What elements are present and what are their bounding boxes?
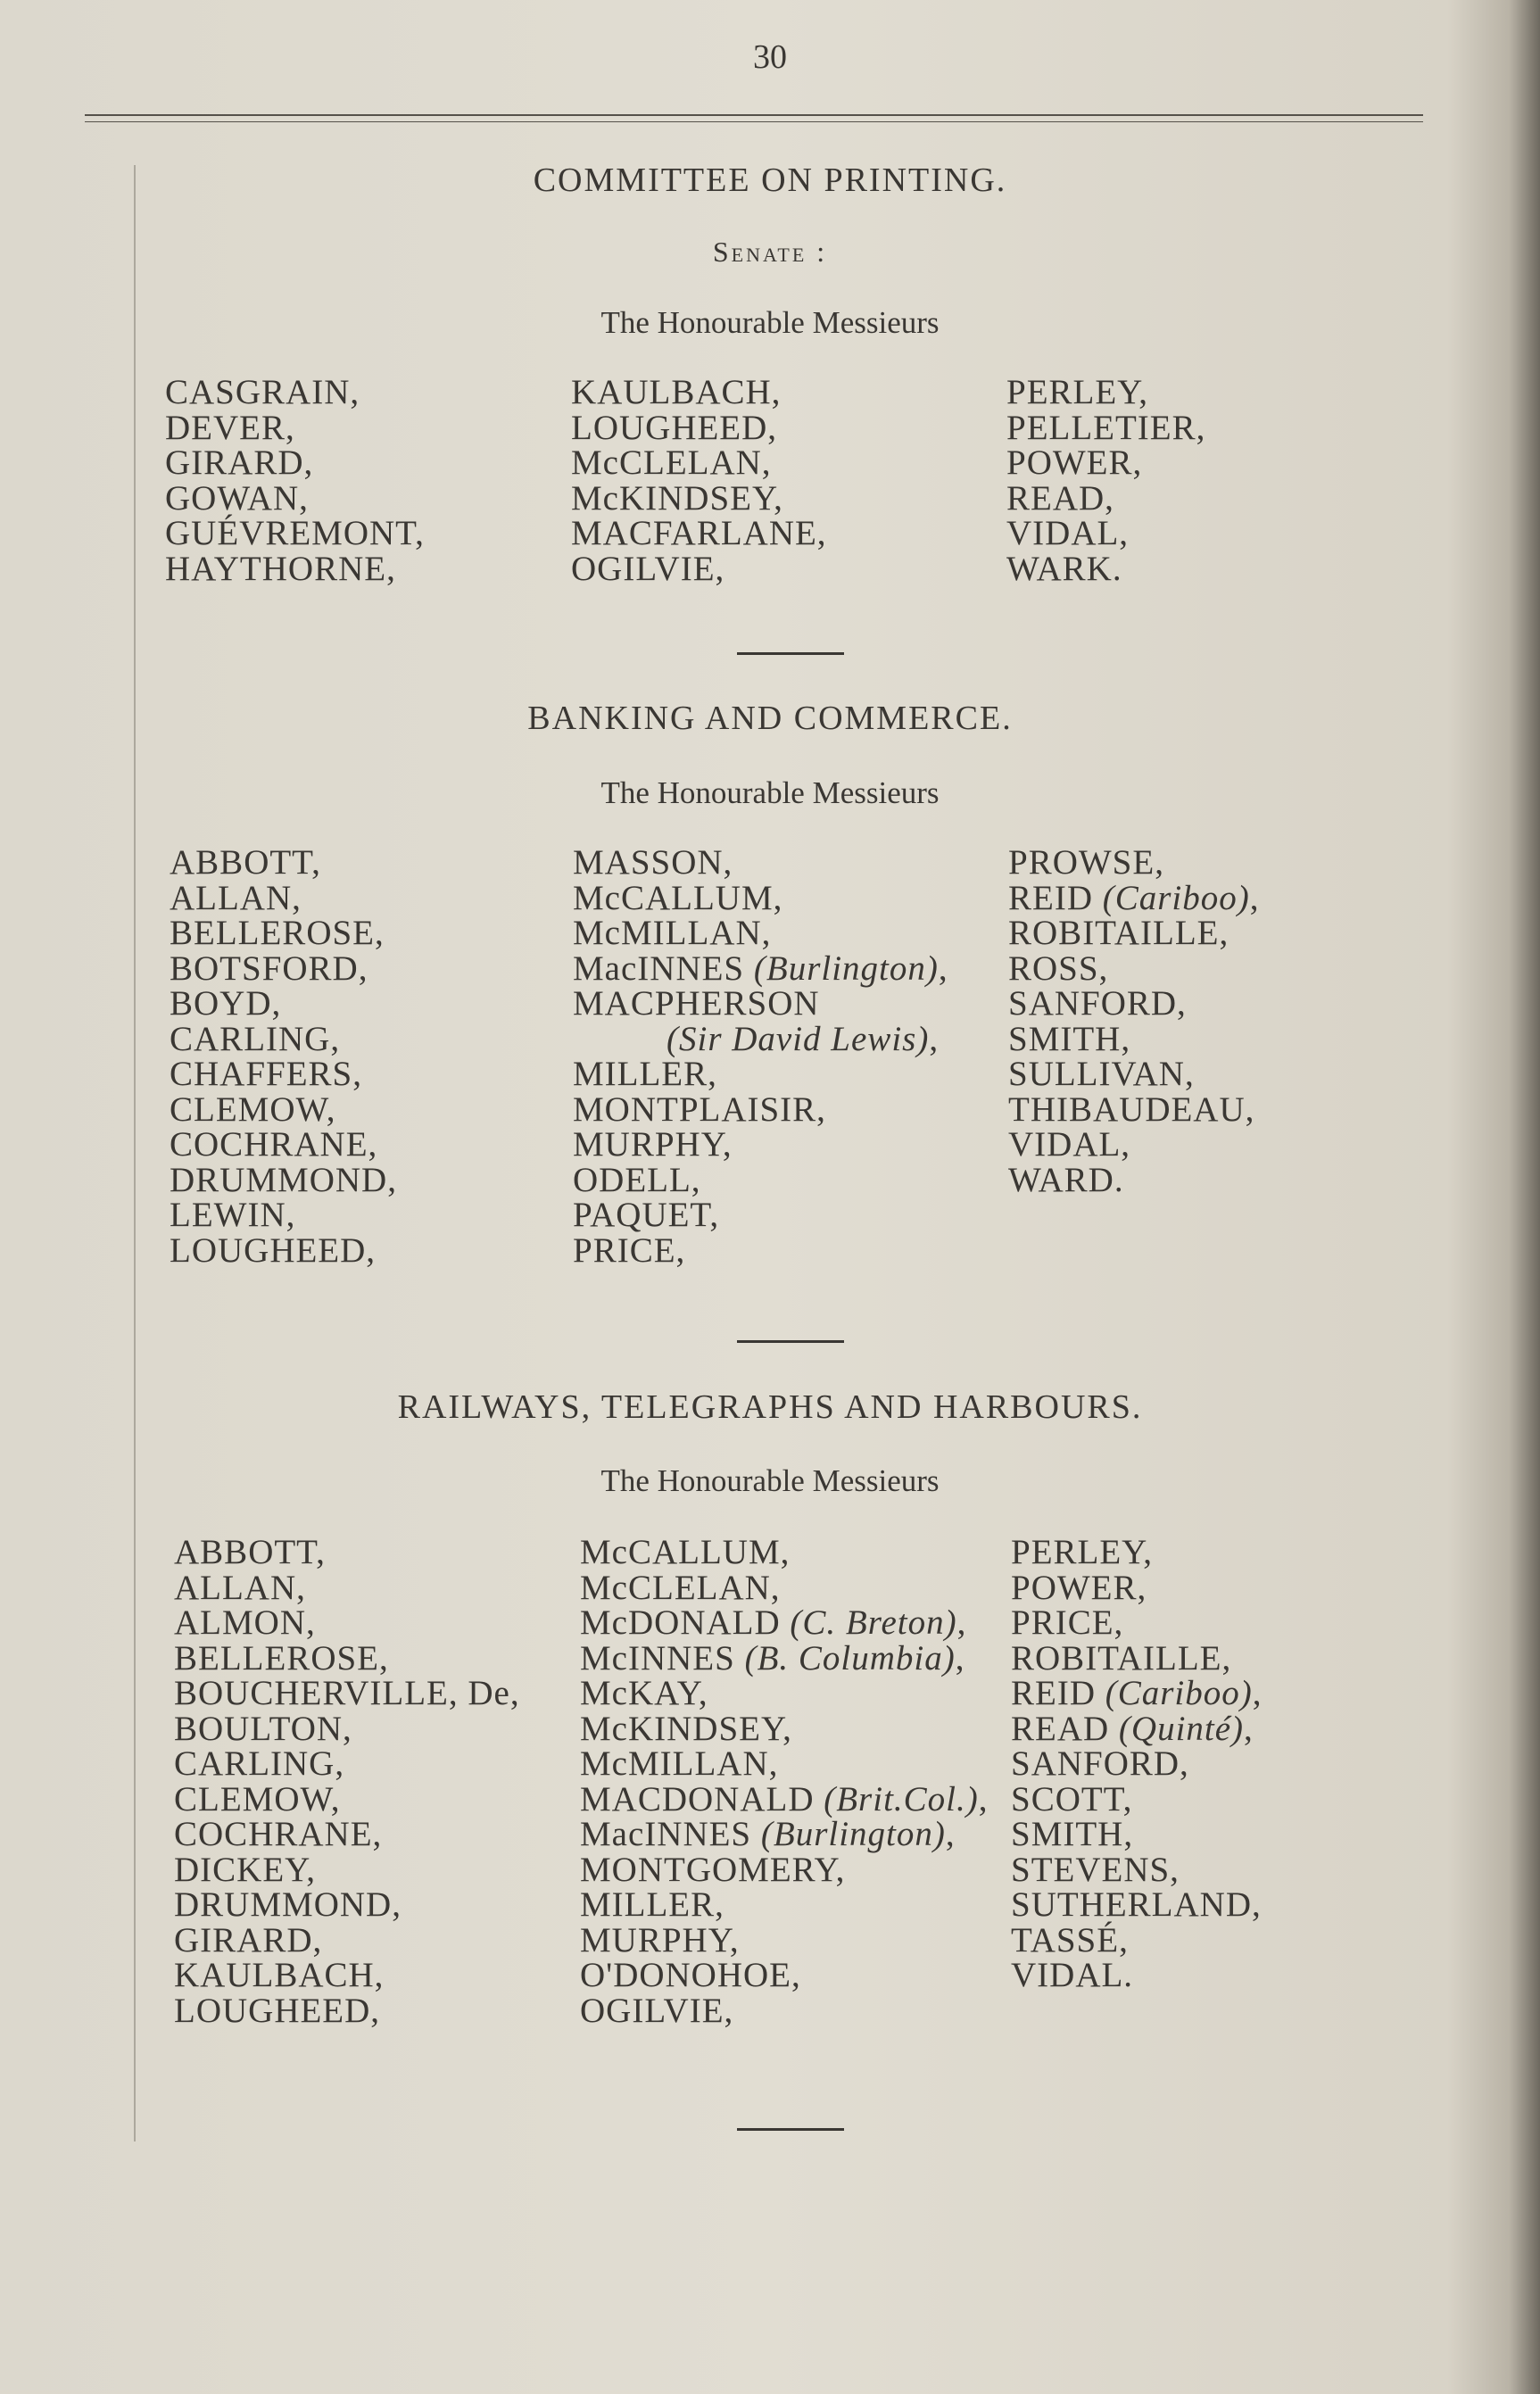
member-name: SCOTT, — [1011, 1779, 1133, 1818]
name-qualifier: (Sir David Lewis) — [667, 1019, 930, 1058]
member-name: McCLELAN, — [571, 443, 772, 482]
member-name: ALMON, — [174, 1603, 316, 1642]
members-column-3 — [1006, 375, 1205, 586]
member-name: CLEMOW, — [174, 1779, 341, 1818]
member-name: McDONALD (C. Breton), — [580, 1603, 967, 1642]
member-name: ALLAN, — [174, 1568, 306, 1607]
member-name: OGILVIE, — [580, 1991, 734, 2030]
member-name: GOWAN, — [165, 478, 309, 518]
member-name: SMITH, — [1011, 1815, 1134, 1853]
section-title-printing: COMMITTEE ON PRINTING. — [533, 162, 1007, 199]
member-name: KAULBACH, — [571, 373, 782, 411]
member-name: LEWIN, — [170, 1196, 296, 1234]
member-name: STEVENS, — [1011, 1850, 1180, 1889]
member-name: POWER, — [1006, 443, 1143, 482]
members-column-2 — [573, 845, 948, 1268]
member-name: LOUGHEED, — [571, 408, 778, 447]
member-name: MURPHY, — [580, 1920, 740, 1959]
member-name: WARK. — [1006, 549, 1122, 588]
member-name: McKINDSEY, — [580, 1709, 792, 1748]
section-separator — [737, 2128, 844, 2131]
member-name: WARD. — [1008, 1160, 1124, 1199]
section-subtitle-senate: Senate : — [712, 236, 828, 268]
member-name: CLEMOW, — [170, 1089, 336, 1129]
member-name: MACDONALD (Brit.Col.), — [580, 1779, 989, 1818]
member-name: GIRARD, — [165, 443, 314, 482]
member-name: MONTGOMERY, — [580, 1850, 846, 1889]
member-name: MILLER, — [573, 1055, 717, 1093]
section-title-banking: BANKING AND COMMERCE. — [527, 700, 1013, 737]
member-name: BOTSFORD, — [170, 948, 368, 988]
member-name: O'DONOHOE, — [580, 1956, 801, 1994]
member-name: McCALLUM, — [580, 1533, 791, 1571]
section-separator — [737, 652, 844, 655]
member-name: TASSÉ, — [1011, 1920, 1129, 1959]
member-name: BELLEROSE, — [170, 914, 385, 952]
section-separator — [737, 1340, 844, 1343]
member-name: MacINNES (Burlington), — [573, 948, 948, 988]
member-name: MACPHERSON — [573, 984, 820, 1023]
member-name: MURPHY, — [573, 1125, 733, 1164]
member-name: DEVER, — [165, 408, 295, 447]
name-qualifier: (Cariboo) — [1102, 878, 1250, 917]
member-name: READ, — [1006, 478, 1114, 518]
member-name: CASGRAIN, — [165, 373, 360, 411]
page-number: 30 — [753, 38, 787, 76]
member-name: ABBOTT, — [170, 843, 321, 882]
member-name: MONTPLAISIR, — [573, 1089, 826, 1129]
members-column-2 — [580, 1535, 989, 2028]
member-name: McCALLUM, — [573, 878, 783, 917]
member-name: PELLETIER, — [1006, 408, 1206, 447]
member-name: McMILLAN, — [573, 914, 772, 952]
member-name: VIDAL, — [1008, 1125, 1131, 1164]
member-name: REID (Cariboo), — [1011, 1674, 1263, 1712]
member-name: BELLEROSE, — [174, 1638, 389, 1677]
member-name: KAULBACH, — [174, 1956, 385, 1994]
member-name: SANFORD, — [1008, 984, 1187, 1023]
member-name: MACFARLANE, — [571, 514, 827, 552]
member-name: SANFORD, — [1011, 1744, 1189, 1783]
member-name: DRUMMOND, — [174, 1885, 402, 1924]
member-name: ODELL, — [573, 1160, 701, 1199]
member-name: CHAFFERS, — [170, 1055, 362, 1093]
member-name: CARLING, — [170, 1019, 341, 1058]
member-name: SMITH, — [1008, 1019, 1131, 1058]
member-name: PRICE, — [573, 1230, 686, 1270]
member-name: SULLIVAN, — [1008, 1055, 1195, 1093]
member-name: ROBITAILLE, — [1011, 1638, 1232, 1677]
member-name: DICKEY, — [174, 1850, 317, 1889]
member-name: THIBAUDEAU, — [1008, 1089, 1255, 1129]
member-name: ROBITAILLE, — [1008, 914, 1230, 952]
member-name: COCHRANE, — [174, 1815, 383, 1853]
name-qualifier: (C. Breton) — [790, 1603, 957, 1642]
section-title-railways: RAILWAYS, TELEGRAPHS AND HARBOURS. — [397, 1388, 1143, 1426]
member-name: CARLING, — [174, 1744, 345, 1783]
member-name: MASSON, — [573, 843, 733, 882]
members-column-3 — [1008, 845, 1260, 1197]
member-name: McMILLAN, — [580, 1744, 779, 1783]
member-name: PROWSE, — [1008, 843, 1164, 882]
section-intro: The Honourable Messieurs — [600, 775, 940, 810]
member-name: SUTHERLAND, — [1011, 1885, 1262, 1924]
member-name: MILLER, — [580, 1885, 724, 1924]
name-qualifier: (Brit.Col.) — [824, 1779, 979, 1818]
member-name: POWER, — [1011, 1568, 1147, 1607]
member-name: McCLELAN, — [580, 1568, 781, 1607]
member-name: BOULTON, — [174, 1709, 352, 1748]
member-name: ALLAN, — [170, 878, 302, 917]
member-name: McINNES (B. Columbia), — [580, 1638, 965, 1677]
member-name: OGILVIE, — [571, 549, 725, 588]
member-name: ROSS, — [1008, 948, 1109, 988]
members-column-1 — [165, 375, 425, 586]
member-name: GIRARD, — [174, 1920, 323, 1959]
name-qualifier: (Burlington) — [760, 1815, 946, 1853]
member-name: REID (Cariboo), — [1008, 878, 1260, 917]
member-name: LOUGHEED, — [174, 1991, 381, 2030]
members-column-1 — [174, 1535, 520, 2028]
member-name: PERLEY, — [1011, 1533, 1154, 1571]
members-column-2 — [571, 375, 827, 586]
member-name: McKAY, — [580, 1674, 708, 1712]
name-qualifier: (Burlington) — [753, 948, 939, 988]
margin-line — [134, 165, 136, 2141]
header-rule-thin — [85, 121, 1423, 122]
section-intro: The Honourable Messieurs — [600, 1463, 940, 1498]
member-name: HAYTHORNE, — [165, 549, 396, 588]
members-column-1 — [170, 845, 397, 1268]
member-name: DRUMMOND, — [170, 1160, 397, 1199]
member-name: VIDAL. — [1011, 1956, 1134, 1994]
member-name: McKINDSEY, — [571, 478, 783, 518]
member-name: VIDAL, — [1006, 514, 1130, 552]
member-name: MacINNES (Burlington), — [580, 1815, 956, 1853]
member-name: PRICE, — [1011, 1603, 1124, 1642]
section-intro: The Honourable Messieurs — [600, 305, 940, 340]
name-qualifier: (B. Columbia) — [744, 1638, 956, 1677]
member-name: PERLEY, — [1006, 373, 1149, 411]
header-rule — [85, 114, 1423, 116]
member-name: COCHRANE, — [170, 1125, 378, 1164]
member-name: ABBOTT, — [174, 1533, 326, 1571]
member-name: LOUGHEED, — [170, 1230, 377, 1270]
member-name: BOUCHERVILLE, De, — [174, 1674, 520, 1712]
member-name: GUÉVREMONT, — [165, 514, 425, 552]
members-column-3 — [1011, 1535, 1263, 1993]
member-name: (Sir David Lewis), — [667, 1019, 940, 1058]
member-name: BOYD, — [170, 984, 282, 1023]
member-name: READ (Quinté), — [1011, 1709, 1254, 1748]
member-name: PAQUET, — [573, 1196, 720, 1234]
name-qualifier: (Cariboo) — [1105, 1674, 1253, 1712]
name-qualifier: (Quinté) — [1118, 1709, 1245, 1748]
